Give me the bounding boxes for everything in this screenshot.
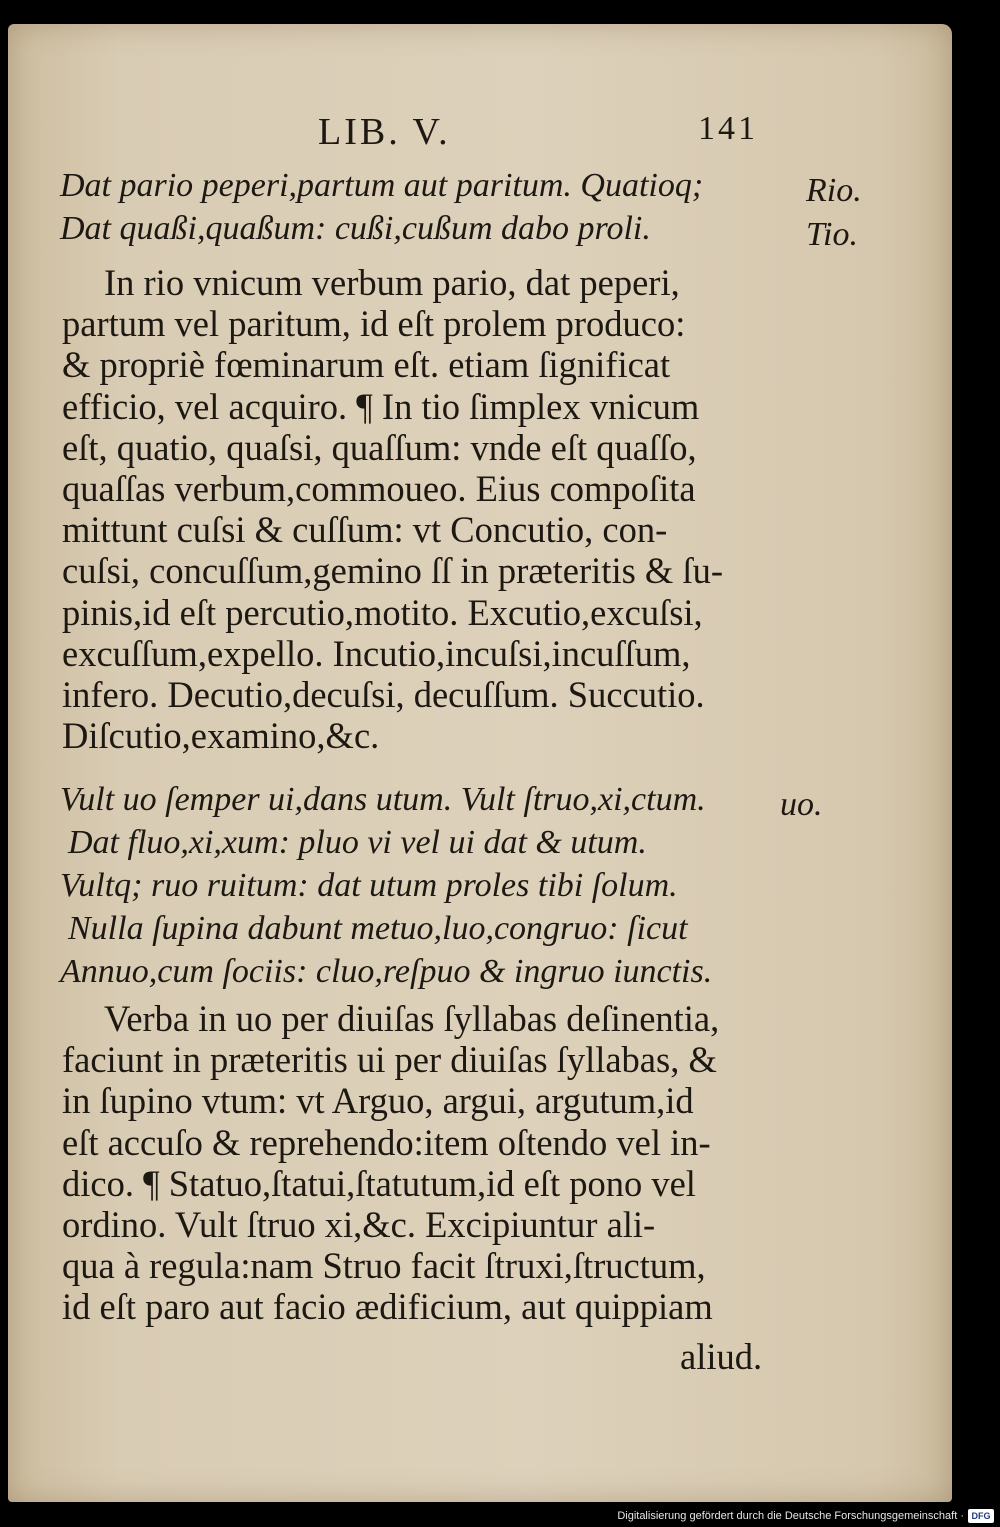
verse-line: Dat pario peperi,partum aut paritum. Quatioq; xyxy=(60,167,704,204)
verse-line: Nulla ſupina dabunt metuo,luo,congruo: ſicut xyxy=(68,910,688,947)
verse-line: Dat quaßi,quaßum: cußi,cußum dabo proli. xyxy=(60,210,651,247)
prose-line: faciunt in præteritis ui per diuiſas ſyllabas, & xyxy=(62,1039,717,1081)
prose-line: id eſt paro aut facio ædificium, aut quippiam xyxy=(62,1286,713,1328)
prose-line: mittunt cuſsi & cuſſum: vt Concutio, con- xyxy=(62,509,668,551)
prose-line: cuſsi, concuſſum,gemino ſſ in præteritis & ſu- xyxy=(62,550,723,592)
prose-line: quaſſas verbum,commoueo. Eius compoſita xyxy=(62,467,696,509)
prose-line: infero. Decutio,decuſsi, decuſſum. Succutio. xyxy=(62,673,705,715)
prose-block-1 xyxy=(62,262,782,756)
dfg-logo: DFG xyxy=(968,1509,994,1523)
verse-line: Vult uo ſemper ui,dans utum. Vult ſtruo,xi,ctum. xyxy=(60,781,706,818)
prose-line: In rio vnicum verbum pario, dat peperi, xyxy=(104,262,680,303)
prose-line: pinis,id eſt percutio,motito. Excutio,excuſsi, xyxy=(62,591,703,633)
footer-bar xyxy=(0,1507,1000,1527)
verse-line: Vultq; ruo ruitum: dat utum proles tibi ſolum. xyxy=(60,867,678,904)
prose-line: Verba in uo per diuiſas ſyllabas deſinentia, xyxy=(104,998,720,1039)
prose-line: in ſupino vtum: vt Arguo, argui, argutum,id xyxy=(62,1080,694,1122)
prose-line: qua à regula:nam Struo facit ſtruxi,ſtructum, xyxy=(62,1245,706,1287)
catchword: aliud. xyxy=(680,1336,763,1377)
running-title: LIB. V. xyxy=(318,111,451,153)
verse-block-1 xyxy=(60,164,780,250)
margin-note-uo: uo. xyxy=(780,786,823,823)
margin-note-rio: Rio. xyxy=(806,172,862,209)
verse-block-2 xyxy=(60,778,780,993)
verse-line: Annuo,cum ſociis: cluo,reſpuo & ingruo iunctis. xyxy=(60,953,713,990)
prose-line: ordino. Vult ſtruo xi,&c. Excipiuntur ali- xyxy=(62,1203,656,1245)
page-number: 141 xyxy=(698,110,758,147)
prose-line: & propriè fœminarum eſt. etiam ſignificat xyxy=(62,344,671,386)
prose-line: efficio, vel acquiro. ¶ In tio ſimplex vnicum xyxy=(62,385,700,427)
prose-line: dico. ¶ Statuo,ſtatui,ſtatutum,id eſt pono vel xyxy=(62,1162,696,1204)
margin-note-tio: Tio. xyxy=(806,216,858,253)
prose-line: partum vel paritum, id eſt prolem produco: xyxy=(62,303,686,345)
prose-block-2 xyxy=(62,998,782,1328)
prose-line: eſt, quatio, quaſsi, quaſſum: vnde eſt quaſſo, xyxy=(62,426,697,468)
prose-line: Diſcutio,examino,&c. xyxy=(62,715,380,757)
prose-line: excuſſum,expello. Incutio,incuſsi,incuſſum, xyxy=(62,632,691,674)
prose-line: eſt accuſo & reprehendo:item oſtendo vel in- xyxy=(62,1121,711,1163)
footer-credit: Digitalisierung gefördert durch die Deutsche Forschungsgemeinschaft · xyxy=(617,1510,964,1522)
verse-line: Dat fluo,xi,xum: pluo vi vel ui dat & utum. xyxy=(68,824,647,861)
